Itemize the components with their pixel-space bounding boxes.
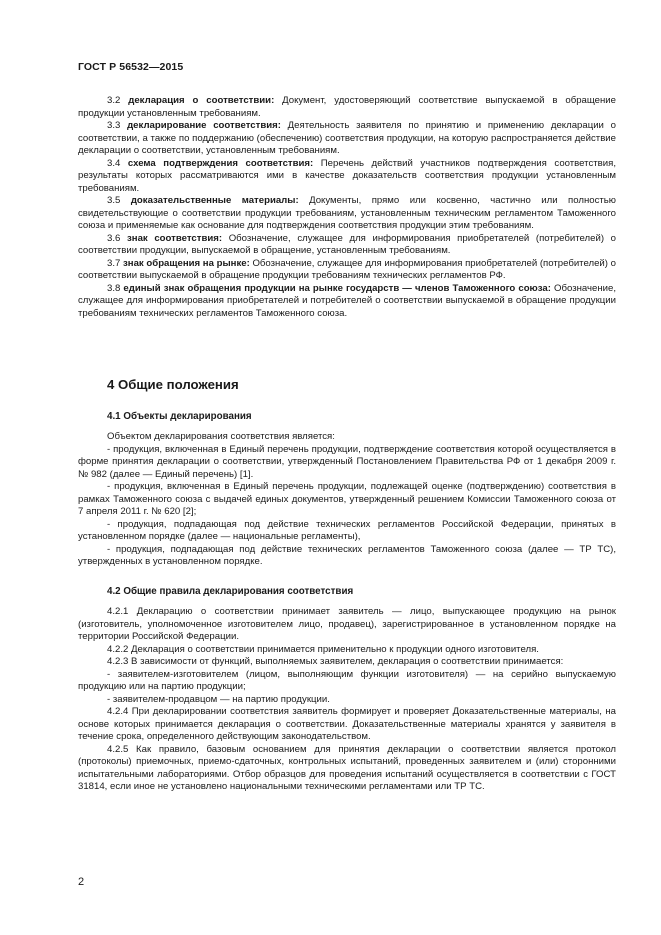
document-header: ГОСТ Р 56532—2015: [78, 61, 184, 73]
paragraph-4-2-2: 4.2.2 Декларация о соответствии принимается применительно к продукции одного изготовителя.: [107, 643, 539, 655]
definitions-block: [78, 95, 616, 320]
paragraph-4-2-3: 4.2.3 В зависимости от функций, выполняемых заявителем, декларация о соответствии принимается:: [107, 656, 564, 667]
paragraph-4-2-4: 4.2.4 При декларировании соответствия заявитель формирует и проверяет Доказательственные материалы, на основе которых принимается декларация о соответствии. Доказательственные материалы хранятся у заявителя в течение срока, определенного действующим законодательством.: [78, 706, 616, 742]
definition-3-3: 3.3 декларирование соответствия: Деятельность заявителя по принятию и применению декларации о соответствии, а также по поддержанию (обеспечению) соответствия продукции, на которую распространяется действие декларации о соответствии, установленным требованиям.: [78, 120, 616, 156]
page-number: 2: [78, 876, 85, 888]
definition-3-8: 3.8 единый знак обращения продукции на рынке государств — членов Таможенного союза: Обозначение, служащее для информирования приобретателей и потребителей о соответствии выпускаемой в обращение продукции требованиям технических регламентов Таможенного союза.: [78, 282, 617, 319]
list-item: - продукция, включенная в Единый перечень продукции, подлежащей оценке (подтверждению) соответствия в рамках Таможенного союза с выдачей единых документов, утвержденный решением Комиссии Таможенного союза от 7 апреля 2011 г. № 620 [2];: [78, 481, 616, 517]
section-4-1-body: [78, 431, 616, 569]
list-item: - продукция, подпадающая под действие технических регламентов Таможенного союза (далее — ТР ТС), утвержденных в установленном порядке.: [78, 543, 616, 567]
list-item: - заявителем-продавцом — на партию продукции.: [107, 693, 330, 705]
section-4-2-body: [78, 606, 616, 794]
definition-3-5: 3.5 доказательственные материалы: Документы, прямо или косвенно, частично или полностью свидетельствующие о соответствии продукции требованиям, установленным техническим регламентом Таможенного союза и применяемые как основание для подтверждения соответствия продукции этим требованиям.: [78, 195, 616, 231]
section-4-title: 4 Общие положения: [107, 377, 239, 392]
definition-3-7: 3.7 знак обращения на рынке: Обозначение, служащее для информирования приобретателей (потребителей) о соответствии выпускаемой в обращение продукции требованиям технических регламентов РФ.: [78, 257, 616, 281]
paragraph-4-2-5: 4.2.5 Как правило, базовым основанием для принятия декларации о соответствии является протокол (протоколы) приемочных, приемо-сдаточных, контрольных испытаний, проведенных заявителем и (или) сторонними испытательными лабораториями. Отбор образцов для проведения испытаний осуществляется в соответствии с ГОСТ 31814, если иное не установлено национальными техническими регламентами или ТР ТС.: [78, 743, 616, 792]
paragraph: Объектом декларирования соответствия является:: [107, 431, 335, 442]
subsection-4-1-title: 4.1 Объекты декларирования: [107, 411, 252, 422]
definition-3-6: 3.6 знак соответствия: Обозначение, служащее для информирования приобретателей (потребителей) о соответствии продукции, выпускаемой в обращение, установленным требованиям.: [78, 232, 617, 256]
definition-3-4: 3.4 схема подтверждения соответствия: Перечень действий участников подтверждения соответствия, результаты которых рассматриваются ими в качестве доказательств соответствия продукции установленным требованиям.: [78, 157, 616, 194]
list-item: - продукция, включенная в Единый перечень продукции, подтверждение соответствия которой осуществляется в форме принятия декларации о соответствии, утвержденный Постановлением Правительства РФ от 1 декабря 2009 г. № 982 (далее — Единый перечень) [1].: [78, 443, 616, 480]
list-item: - заявителем-изготовителем (лицом, выполняющим функции изготовителя) — на серийно выпускаемую продукцию или на партию продукции;: [78, 668, 616, 692]
list-item: - продукция, подпадающая под действие технических регламентов Российской Федерации, принятых в установленном порядке (далее — национальные регламенты),: [78, 518, 616, 542]
subsection-4-2-title: 4.2 Общие правила декларирования соответствия: [107, 586, 354, 597]
definition-3-2: 3.2 декларация о соответствии: Документ, удостоверяющий соответствие выпускаемой в обращение продукции установленным требованиям.: [78, 95, 616, 119]
paragraph-4-2-1: 4.2.1 Декларацию о соответствии принимает заявитель — лицо, выпускающее продукцию на рынок (изготовитель, уполномоченное изготовителем лицо, продавец), зарегистрированное в установленном порядке на территории Российской Федерации.: [78, 606, 616, 642]
